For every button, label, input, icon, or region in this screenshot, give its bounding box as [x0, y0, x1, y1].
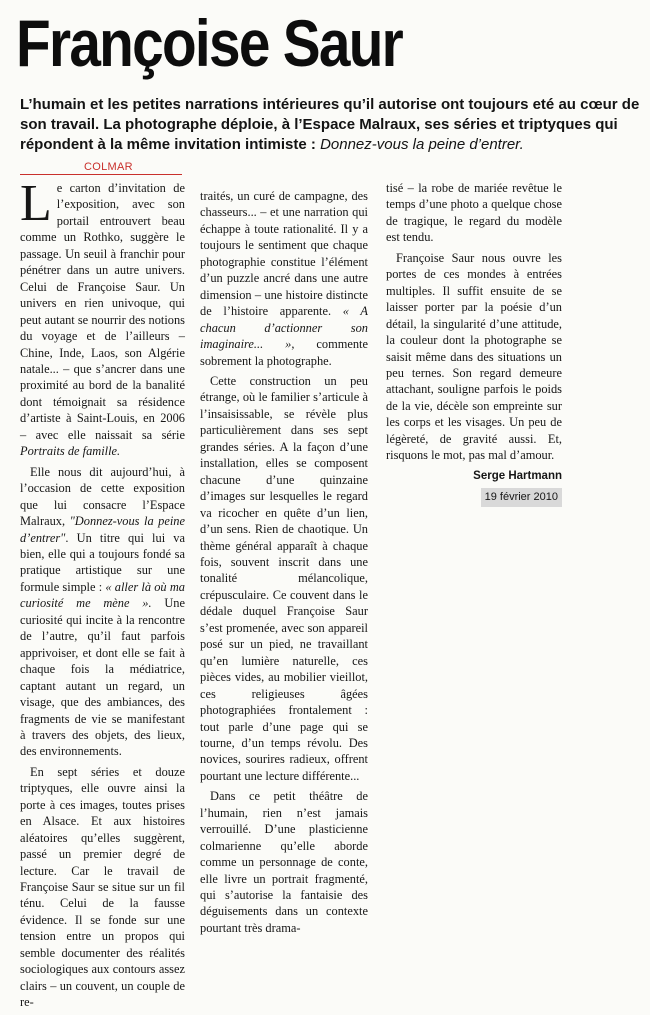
article-title: Françoise Saur — [16, 6, 403, 80]
article-deck — [20, 95, 646, 155]
author-signature: Serge Hartmann — [473, 469, 562, 482]
deck-line-2: La photographe déploie, à l’Espace Malraux, ses séries et triptyques qui répondent à la même invitation intimiste : — [20, 116, 618, 153]
series-title: Portraits de famille. — [20, 444, 121, 459]
paragraph: tisé – la robe de mariée revêtue le temps d’une photo a quelque chose de tragique, le regard du modèle est tendu. — [386, 181, 562, 245]
article-column-3 — [386, 180, 562, 507]
paragraph-text: Elle nous dit aujourd’hui, à l’occasion de cette exposition que lui consacre l’Espace Malraux, — [20, 464, 185, 529]
quote: « A chacun d’actionner son imaginaire... » — [200, 304, 368, 352]
paragraph-text: . Un titre qui lui va bien, elle qui a toujours fondé sa pratique artistique sur une formule simple : — [20, 530, 185, 594]
paragraph — [20, 175, 185, 460]
paragraph: En sept séries et douze triptyques, elle ouvre ainsi la porte à ces images, toutes prises en Alsace. Et aux histoires aléatoires qu’elles suggèrent, passé un premier degré de lecture. Car le travail de Françoise Saur se situe sur un fil ténu. Celui de la fausse évidence. Il se fonde sur une tension entre un propos qui semble documenter des réalités sociologiques aux contours assez clairs – un couvent, un couple de re- — [20, 764, 185, 1010]
deck-quote: Donnez-vous la peine d’entrer. — [320, 136, 524, 153]
paragraph — [200, 188, 368, 369]
location-rubric: COLMAR — [84, 161, 133, 173]
paragraph: Dans ce petit théâtre de l’humain, rien n’est jamais verrouillé. D’une plasticienne colmarienne qu’elle aborde comme un personnage de conte, elle livre un portrait fragmenté, qui s’autorise la fantaisie des déguisements dans un contexte pourtant très drama- — [200, 789, 368, 935]
exhibition-title: "Donnez-vous la peine d’entrer" — [20, 514, 185, 545]
paragraph: Françoise Saur nous ouvre les portes de ces mondes à entrées multiples. Il suffit ensuite de se laisser porter par la poésie d’un détail, la singularité d’une attitude, la couleur dont la photographe se saisit même dans des situations un peu ternes. Son regard demeure attachant, souligne parfois le poids de la vie, décèle son empreinte sur les corps et les visages. Un peu de légèreté, de gravité aussi. Et, risquons le mot, pas mal d’amour. — [386, 250, 562, 463]
quote: « aller là où ma curiosité me mène ». — [20, 579, 185, 611]
paragraph — [20, 464, 185, 760]
paragraph-text: traités, un curé de campagne, des chasseurs... – et une narration qui échappe à toute rationalité. Il y a toujours le sentiment que chaque photographie constitue l’élément d’un puzzle ancré dans une autre dimension – une histoire distincte de l’histoire apparente. — [200, 189, 368, 319]
paragraph-text: e carton d’invitation de l’exposition, avec son portail entrouvert beau comme un Rothko, suggère le passage. Un seuil à franchir pour pénétrer dans un autre univers. Celui de Françoise Saur. Un univers en rien univoque, qui peut autant se nourrir des notions du voyage et de l’ailleurs – Chine, Inde, Laos, son Algérie natale... – que s’ancrer dans une proximité au bord de la banalité dont témoignait sa résidence d’artiste à Saint-Louis, en 2006 – avec elle naissait sa série — [20, 181, 185, 442]
paragraph: Cette construction un peu étrange, où le familier s’articule à l’insaisissable, se révèle plus particulièrement dans ses sept grandes séries. A la façon d’une installation, elles se composent chacune d’une quinzaine d’images sur lesquelles le regard va ricocher en quête d’un lien, d’un sens. Rien de chaotique. Un thème général apparaît à chaque fois, souvent inscrit dans une tonalité mélancolique, crépusculaire. Ce couvent dans le dédale duquel Françoise Saur s’est promenée, avec son appareil posé sur un pied, ne travaillant qu’en lumière naturelle, ces pièces vides, au mobilier vieillot, ces religieuses âgées photographiées frontalement : tout parle d’une page qui se tourne, d’un temps révolu. Des novices, sourires radieux, offrent pourtant une lecture différente... — [200, 373, 368, 783]
publication-date: 19 février 2010 — [481, 488, 562, 506]
paragraph-text: , commente sobrement la photographe. — [200, 337, 368, 368]
article-column-1 — [20, 175, 185, 1015]
paragraph-text: Une curiosité qui incite à la rencontre de l’autre, qu’il faut parfois apprivoiser, et dont elle se fait à chaque fois la médiatrice, captant autant un regard, un visage, que des ambiances, des fragments de vie se manifestant à travers des objets, des lieux, des environnements. — [20, 596, 185, 759]
deck-line-1: L’humain et les petites narrations intérieures qu’il autorise ont toujours eté au cœur de son travail. — [20, 96, 640, 133]
drop-cap: L — [20, 175, 52, 232]
article-column-2 — [200, 188, 368, 940]
